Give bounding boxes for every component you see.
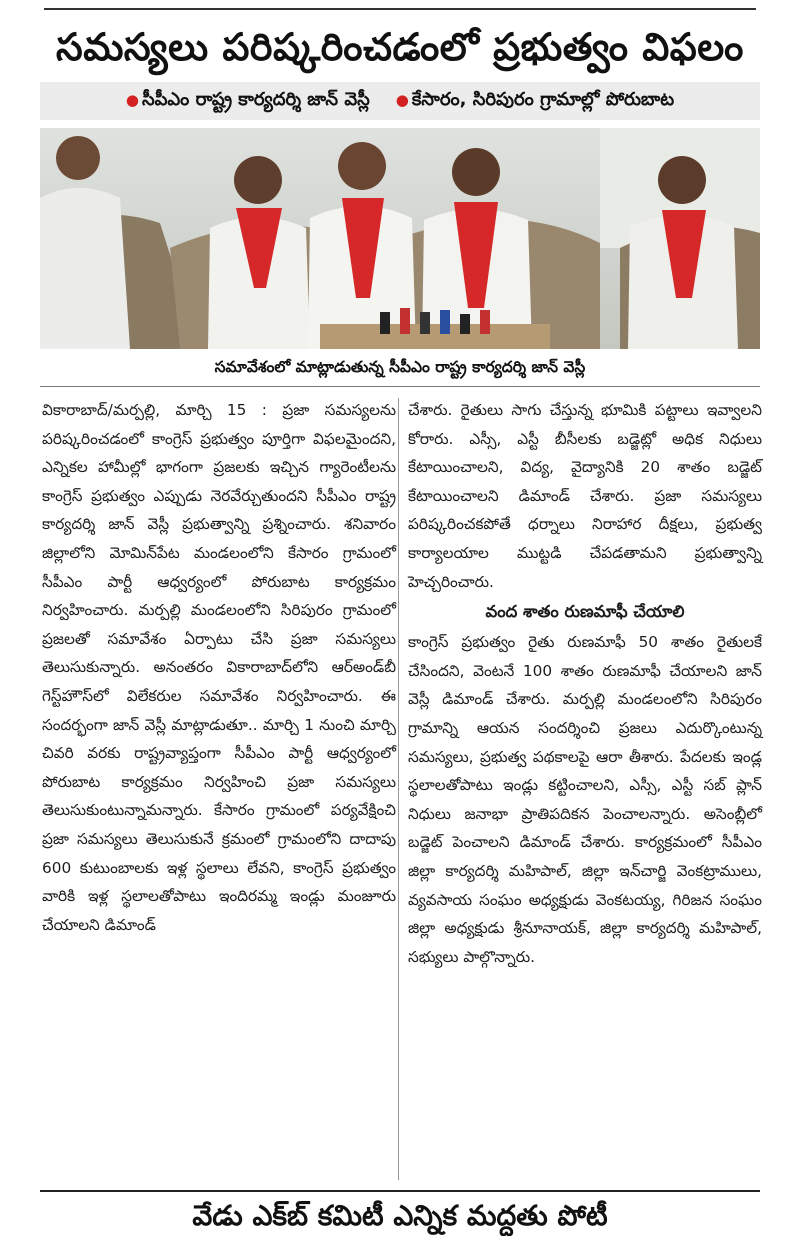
column-divider	[398, 398, 399, 1180]
left-column	[42, 396, 396, 939]
left-column-text: వికారాబాద్/మర్పల్లి, మార్చి 15 : ప్రజా సమస్యలను పరిష్కరించడంలో కాంగ్రెస్ ప్రభుత్వం పూర్తిగా విఫలమైందని, ఎన్నికల హామీల్లో భాగంగా ప్రజలకు ఇచ్చిన గ్యారెంటీలను కాంగ్రెస్ ప్రభుత్వం ఎప్పుడు నెరవేర్చుతుందని సీపీఎం రాష్ట్ర కార్యదర్శి జాన్ వెస్లీ ప్రభుత్వాన్ని ప్రశ్నించారు. శనివారం జిల్లాలోని మోమిన్‌పేట మండలంలోని కేసారం గ్రామంలో సీపీఎం పార్టీ ఆధ్వర్యంలో పోరుబాట కార్యక్రమం నిర్వహించారు. మర్పల్లి మండలంలోని సిరిపురం గ్రామంలో ప్రజలతో సమావేశం ఏర్పాటు చేసి ప్రజా సమస్యలు తెలుసుకున్నారు. అనంతరం వికారాబాద్‌లోని ఆర్‌అండ్‌బీ గెస్ట్‌హౌస్‌లో విలేకరుల సమావేశం నిర్వహించారు. ఈ సందర్భంగా జాన్ వెస్లీ మాట్లాడుతూ.. మార్చి 1 నుంచి మార్చి చివరి వరకు రాష్ట్రవ్యాప్తంగా సీపీఎం పార్టీ ఆధ్వర్యంలో పోరుబాట కార్యక్రమం నిర్వహించి ప్రజా సమస్యలు తెలుసుకుంటున్నామన్నారు. కేసారం గ్రామంలో పర్యవేక్షించి ప్రజా సమస్యలు తెలుసుకునే క్రమంలో గ్రామంలోని దాదాపు 600 కుటుంబాలకు ఇళ్ల స్థలాలు లేవని, కాంగ్రెస్ ప్రభుత్వం వారికి ఇళ్ల స్థలాలతోపాటు ఇందిరమ్మ ఇండ్లు మంజూరు చేయాలని డిమాండ్	[42, 401, 396, 934]
subhead-bar	[40, 82, 760, 120]
caption-rule	[40, 386, 760, 387]
press-meet-photo	[40, 128, 760, 349]
right-column-text-2: కాంగ్రెస్ ప్రభుత్వం రైతు రుణమాఫీ 50 శాతం రైతులకే చేసిందని, వెంటనే 100 శాతం రుణమాఫీ చేయాలని జాన్ వెస్లీ డిమాండ్ చేశారు. మర్పల్లి మండలంలోని సిరిపురం గ్రామాన్ని ఆయన సందర్శించి ప్రజలు ఎదుర్కొంటున్న సమస్యలు, ప్రభుత్వ పథకాలపై ఆరా తీశారు. పేదలకు ఇండ్ల స్థలాలతోపాటు ఇండ్లు కట్టించాలని, ఎస్సీ, ఎస్టీ సబ్ ప్లాన్ నిధులు జనాభా ప్రాతిపదికన పెంచాలన్నారు. అసెంబ్లీలో బడ్జెట్ పెంచాలని డిమాండ్ చేశారు. కార్యక్రమంలో సీపీఎం జిల్లా కార్యదర్శి మహిపాల్, జిల్లా ఇన్‌చార్జి వెంకట్రాములు, వ్యవసాయ సంఘం అధ్యక్షుడు వెంకటయ్య, గిరిజన సంఘం జిల్లా అధ్యక్షుడు శ్రీనూనాయక్, జిల్లా కార్యదర్శి మహిపాల్, సభ్యులు పాల్గొన్నారు.	[408, 633, 762, 966]
photo-caption: సమావేశంలో మాట్లాడుతున్న సీపీఎం రాష్ట్ర కార్యదర్శి జాన్ వెస్లీ	[214, 358, 586, 376]
news-photo	[40, 128, 760, 349]
right-column-text-1: చేశారు. రైతులు సాగు చేస్తున్న భూమికి పట్టాలు ఇవ్వాలని కోరారు. ఎస్సీ, ఎస్టీ బీసీలకు బడ్జెట్లో అధిక నిధులు కేటాయించాలని, విద్య, వైద్యానికి 20 శాతం బడ్జెట్ కేటాయించాలని డిమాండ్ చేశారు. ప్రజా సమస్యలు పరిష్కరించకపోతే ధర్నాలు నిరాహార దీక్షలు, ప్రభుత్వ కార్యాలయాల ముట్టడి చేపడతామని ప్రభుత్వాన్ని హెచ్చరించారు.	[408, 401, 762, 591]
subhead-item: ● సీపీఎం రాష్ట్ర కార్యదర్శి జాన్ వెస్లీ	[126, 89, 370, 114]
bottom-rule	[40, 1190, 760, 1192]
next-article-headline: వేడు ఎక్‌బ్‌ కమిటీ ఎన్నిక మద్దతు పోటీ	[192, 1199, 608, 1232]
top-rule	[44, 8, 756, 10]
right-column	[408, 396, 762, 971]
right-subheading: వంద శాతం రుణమాఫీ చేయాలి	[485, 602, 685, 622]
headline: సమస్యలు పరిష్కరించడంలో ప్రభుత్వం విఫలం	[56, 25, 744, 69]
subhead-item: ● కేసారం, సిరిపురం గ్రామాల్లో పోరుబాట	[396, 89, 674, 114]
